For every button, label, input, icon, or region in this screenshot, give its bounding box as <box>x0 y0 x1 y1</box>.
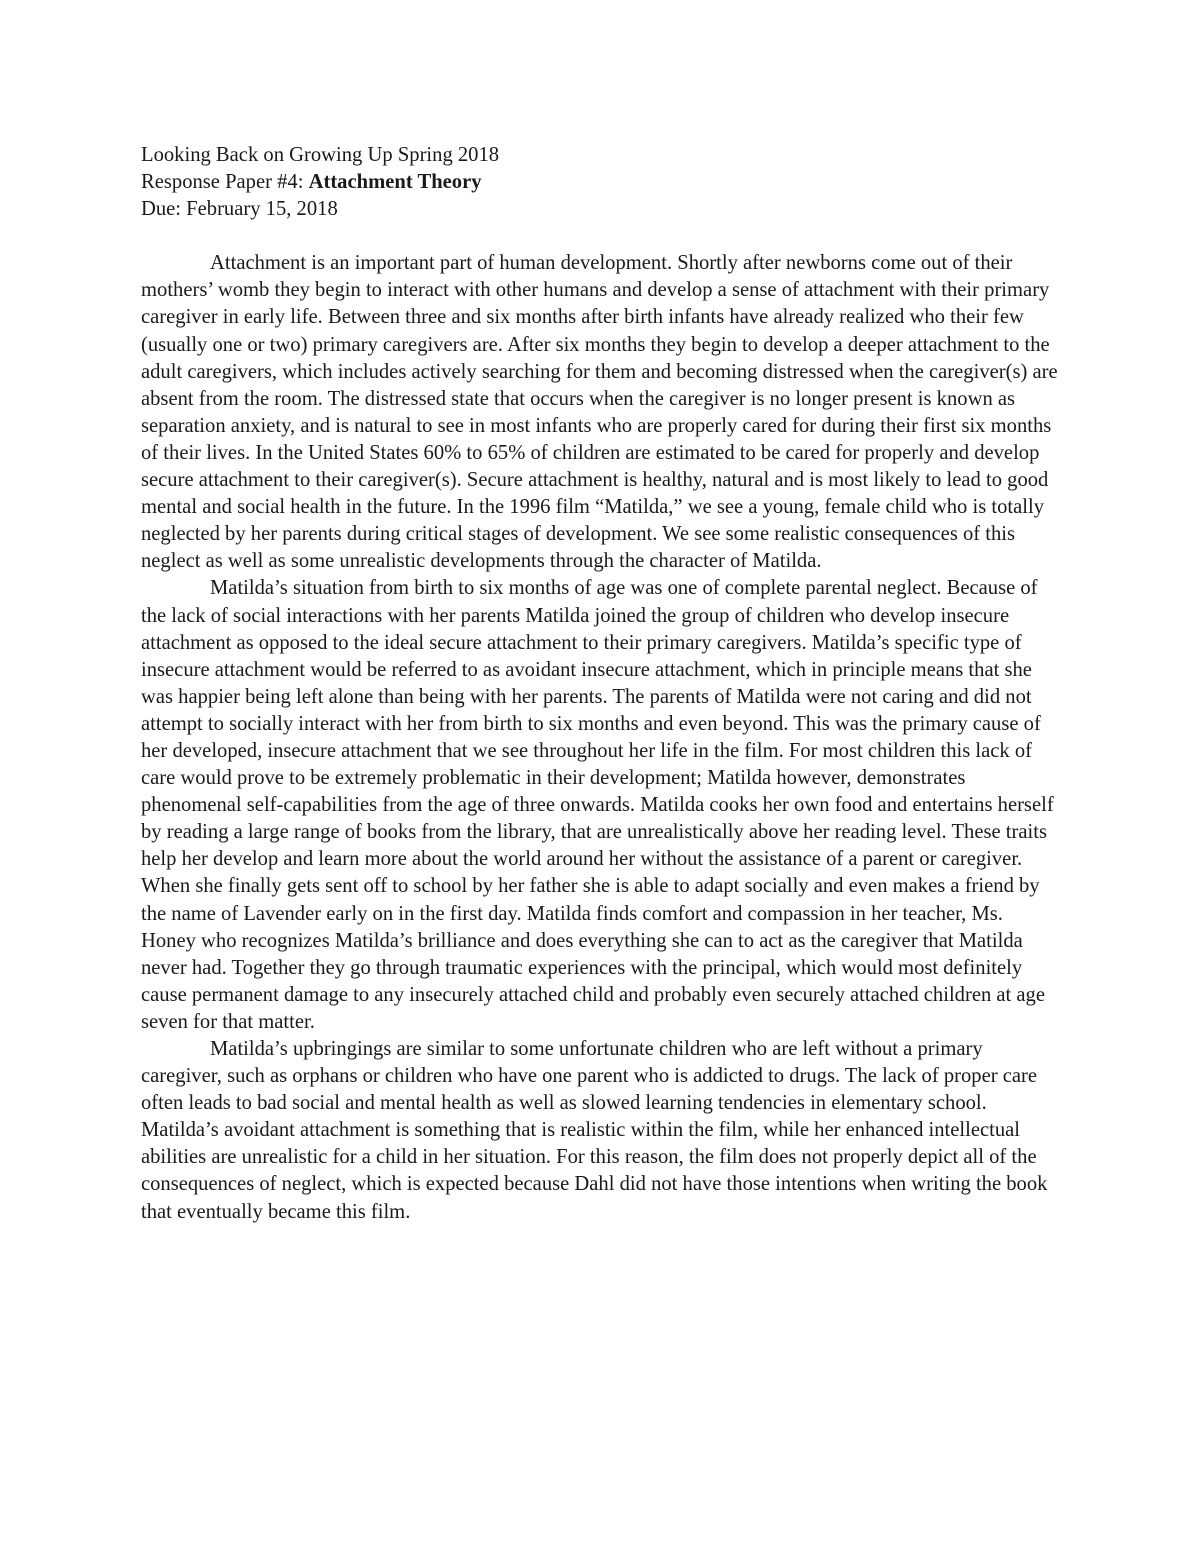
paragraph-conclusion: Matilda’s upbringings are similar to some unfortunate children who are left without a primary caregiver, such as orphans or children who have one parent who is addicted to drugs. The lack of proper care often leads to bad social and mental health as well as slowed learning tendencies in elementary school. Matilda’s avoidant attachment is something that is realistic within the film, while her enhanced intellectual abilities are unrealistic for a child in her situation. For this reason, the film does not properly depict all of the consequences of neglect, which is expected because Dahl did not have those intentions when writing the book that eventually became this film. <box>141 1038 1048 1223</box>
document-body <box>141 250 1061 1225</box>
assignment-title: Attachment Theory <box>308 171 482 194</box>
document-page <box>141 142 1061 1226</box>
assignment-line <box>141 169 1061 196</box>
document-header <box>141 142 1061 223</box>
assignment-prefix: Response Paper #4: <box>141 171 309 194</box>
due-date-line: Due: February 15, 2018 <box>141 198 338 221</box>
course-line: Looking Back on Growing Up Spring 2018 <box>141 144 500 166</box>
paragraph-introduction: Attachment is an important part of human development. Shortly after newborns come out of their mothers’ womb they begin to interact with other humans and develop a sense of attachment with their primary caregiver in early life. Between three and six months after birth infants have already realized who their few (usually one or two) primary caregivers are. After six months they begin to develop a deeper attachment to the adult caregivers, which includes actively searching for them and becoming distressed when the caregiver(s) are absent from the room. The distressed state that occurs when the caregiver is no longer present is known as separation anxiety, and is natural to see in most infants who are properly cared for during their first six months of their lives. In the United States 60% to 65% of children are estimated to be cared for properly and develop secure attachment to their caregiver(s). Secure attachment is healthy, natural and is most likely to lead to good mental and social health in the future. In the 1996 film “Matilda,” we see a young, female child who is totally neglected by her parents during critical stages of development. We see some realistic consequences of this neglect as well as some unrealistic developments through the character of Matilda. <box>141 252 1058 573</box>
paragraph-matilda-situation: Matilda’s situation from birth to six months of age was one of complete parental neglect. Because of the lack of social interactions with her parents Matilda joined the group of children who develop insecure attachment as opposed to the ideal secure attachment to their primary caregivers. Matilda’s specific type of insecure attachment would be referred to as avoidant insecure attachment, which in principle means that she was happier being left alone than being with her parents. The parents of Matilda were not caring and did not attempt to socially interact with her from birth to six months and even beyond. This was the primary cause of her developed, insecure attachment that we see throughout her life in the film. For most children this lack of care would prove to be extremely problematic in their development; Matilda however, demonstrates phenomenal self-capabilities from the age of three onwards. Matilda cooks her own food and entertains herself by reading a large range of books from the library, that are unrealistically above her reading level. These traits help her develop and learn more about the world around her without the assistance of a parent or caregiver. When she finally gets sent off to school by her father she is able to adapt socially and even makes a friend by the name of Lavender early on in the first day. Matilda finds comfort and compassion in her teacher, Ms. Honey who recognizes Matilda’s brilliance and does everything she can to act as the caregiver that Matilda never had. Together they go through traumatic experiences with the principal, which would most definitely cause permanent damage to any insecurely attached child and probably even securely attached children at age seven for that matter. <box>141 577 1054 1033</box>
